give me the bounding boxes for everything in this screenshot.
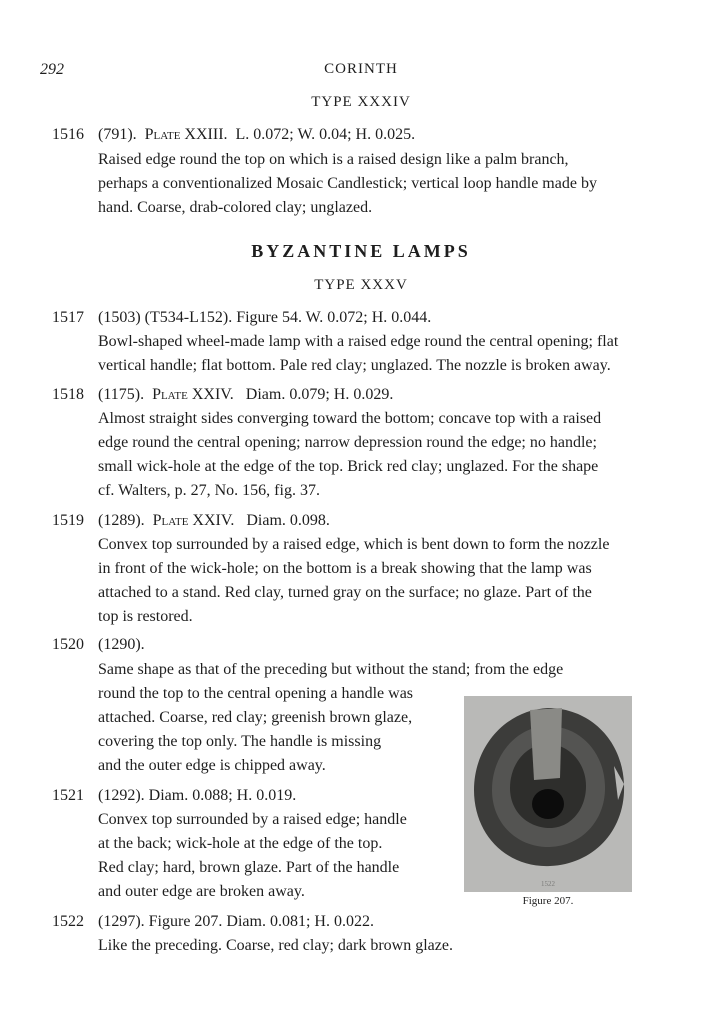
type-heading-xxxiv: TYPE XXXIV (311, 94, 411, 110)
type-heading-xxxv: TYPE XXXV (314, 277, 408, 293)
plate-reference: Plate XXIV. (152, 512, 235, 529)
figure-caption: Figure 207. (522, 895, 574, 907)
entry-line: Same shape as that of the preceding but without the stand; from the edge (98, 661, 564, 678)
page-number: 292 (40, 61, 64, 78)
entry-number: 1521 (52, 787, 84, 804)
entry-line: small wick-hole at the edge of the top. Brick red clay; unglazed. For the shape (98, 458, 599, 475)
dimensions: Diam. 0.098. (246, 512, 330, 529)
entry-line: attached. Coarse, red clay; greenish brown glaze, (98, 709, 413, 726)
entry-heading: (791). Plate XXIII. L. 0.072; W. 0.04; H. 0.025. (98, 126, 416, 143)
entry-line: and outer edge are broken away. (98, 883, 305, 900)
entry-line: Raised edge round the top on which is a raised design like a palm branch, (98, 151, 569, 168)
entry-line: Bowl-shaped wheel-made lamp with a raised edge round the central opening; flat (98, 333, 619, 350)
entry-number: 1522 (52, 913, 84, 930)
dimensions: L. 0.072; W. 0.04; H. 0.025. (235, 126, 416, 143)
entry-number: 1519 (52, 512, 84, 529)
entry-line: covering the top only. The handle is missing (98, 733, 382, 750)
entry-heading: (1289). Plate XXIV. Diam. 0.098. (98, 512, 330, 529)
figure-207-photo (464, 696, 632, 892)
entry-number: 1516 (52, 126, 84, 143)
entry-number: 1520 (52, 636, 84, 653)
photo-label: 1522 (541, 880, 555, 888)
entry-line: edge round the central opening; narrow depression round the edge; no handle; (98, 434, 597, 451)
entry-line: at the back; wick-hole at the edge of the top. (98, 835, 383, 852)
entry-number: 1518 (52, 386, 84, 403)
section-title: BYZANTINE LAMPS (251, 241, 471, 261)
plate-reference: Plate XXIV. (152, 386, 234, 403)
entry-heading: (1290). (98, 636, 145, 653)
entry-heading: (1175). Plate XXIV. Diam. 0.079; H. 0.029. (98, 386, 394, 403)
entry-line: Convex top surrounded by a raised edge, which is bent down to form the nozzle (98, 536, 610, 553)
entry-line: Red clay; hard, brown glaze. Part of the handle (98, 859, 400, 876)
entry-line: top is restored. (98, 608, 193, 625)
entry-line: Almost straight sides converging toward the bottom; concave top with a raised (98, 410, 602, 427)
entry-line: in front of the wick-hole; on the bottom is a break showing that the lamp was (98, 560, 592, 577)
entry-line: cf. Walters, p. 27, No. 156, fig. 37. (98, 482, 320, 499)
entry-number: 1517 (52, 309, 84, 326)
entry-line: Convex top surrounded by a raised edge; handle (98, 811, 407, 828)
lamp-photo-illustration (464, 696, 632, 892)
running-title: CORINTH (324, 61, 398, 77)
entry-heading: (1503) (T534-L152). Figure 54. W. 0.072; H. 0.044. (98, 309, 432, 326)
lamp-handle (530, 708, 562, 780)
entry-line: round the top to the central opening a handle was (98, 685, 414, 702)
entry-line: Like the preceding. Coarse, red clay; dark brown glaze. (98, 937, 453, 954)
entry-heading: (1292). Diam. 0.088; H. 0.019. (98, 787, 297, 804)
dimensions: Diam. 0.079; H. 0.029. (245, 386, 394, 403)
entry-line: vertical handle; flat bottom. Pale red clay; unglazed. The nozzle is broken away. (98, 357, 611, 374)
plate-reference: Plate XXIII. (144, 126, 228, 143)
entry-heading: (1297). Figure 207. Diam. 0.081; H. 0.022. (98, 913, 374, 930)
lamp-wick-hole (532, 789, 564, 819)
entry-line: hand. Coarse, drab-colored clay; unglazed. (98, 199, 373, 216)
entry-line: perhaps a conventionalized Mosaic Candlestick; vertical loop handle made by (98, 175, 597, 192)
entry-line: and the outer edge is chipped away. (98, 757, 326, 774)
entry-line: attached to a stand. Red clay, turned gray on the surface; no glaze. Part of the (98, 584, 592, 601)
